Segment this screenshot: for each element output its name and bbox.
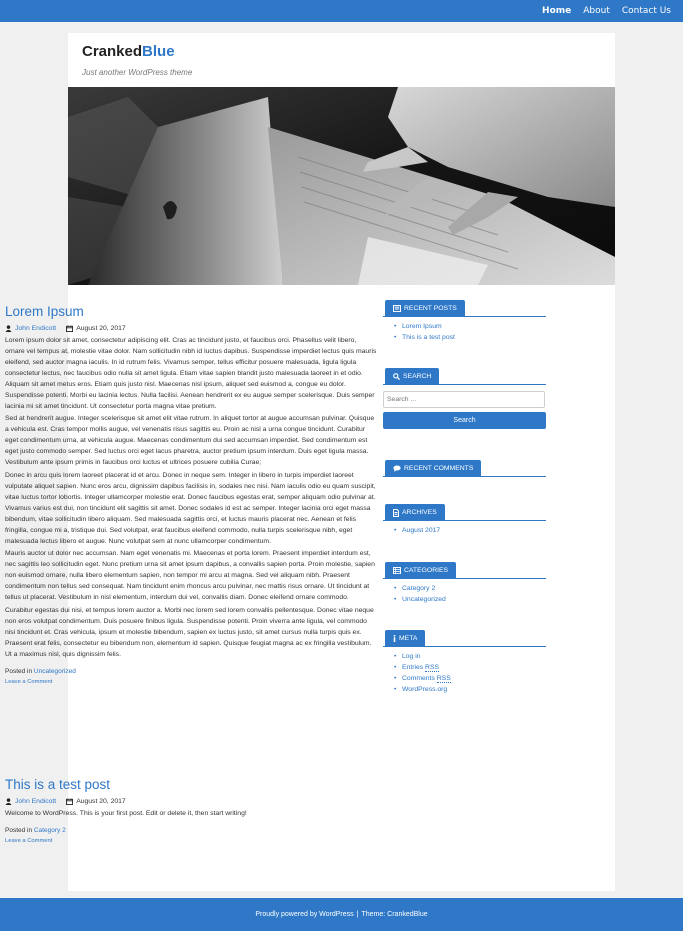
post-content xyxy=(5,335,377,660)
widget-title xyxy=(385,504,445,521)
widget-header xyxy=(383,630,546,647)
entries-rss-link[interactable] xyxy=(394,662,546,673)
post-category-link[interactable]: Uncategorized xyxy=(33,667,76,675)
site-tagline: Just another WordPress theme xyxy=(82,68,193,77)
widget-title xyxy=(385,562,456,579)
widget-title xyxy=(385,460,481,477)
search-icon xyxy=(393,373,400,380)
search-input[interactable] xyxy=(383,391,545,408)
widget-title-text: RECENT COMMENTS xyxy=(404,465,474,472)
footer-theme-credit: Theme: CrankedBlue xyxy=(361,911,428,918)
site-title-part1: Cranked xyxy=(82,43,143,60)
categories-list xyxy=(383,583,546,605)
post-author-link[interactable]: John Endicott xyxy=(15,797,57,805)
widget-title xyxy=(385,300,465,317)
widget-header xyxy=(383,460,546,477)
post-lorem-ipsum xyxy=(5,304,377,687)
list-item[interactable]: • Uncategorized xyxy=(394,594,546,605)
nav-home-link[interactable]: Home xyxy=(542,6,572,16)
widget-title-text: META xyxy=(399,635,418,642)
post-title[interactable]: Lorem Ipsum xyxy=(5,304,84,319)
rss-abbr: RSS xyxy=(436,675,451,682)
meta-list xyxy=(383,651,546,695)
list-item[interactable]: • August 2017 xyxy=(394,525,546,536)
widget-header xyxy=(383,300,546,317)
list-item[interactable]: • This is a test post xyxy=(394,332,546,343)
widget-title-text: SEARCH xyxy=(403,373,432,380)
widget-meta xyxy=(383,630,546,695)
wordpress-org-link[interactable]: • WordPress.org xyxy=(394,684,546,695)
post-paragraph: Lorem ipsum dolor sit amet, consectetur adipiscing elit. Cras ac tincidunt justo, et faucibus orci. Phasellus velit libero, ornare vel tempus at, molestie vitae dolor. Nam sollicitudin nibh id luctus dapibus. Suspendisse imperdiet lectus quis mauris eleifend, sed auctor magna iaculis. In id rutrum felis. Vivamus semper, tellus efficitur posuere malesuada, ligula ligula consectetur lectus, nec faucibus odio nulla sit amet ligula. Etiam vitae sapien blandit justo malesuada laoreet in et odio. Aliquam sit amet metus eros. Etiam quis justo nisl. Maecenas nisl ipsum, aliquet sed euismod a, congue eu dolor. Suspendisse potenti. Morbi eu lacinia lectus. Nulla facilisi. Aenean hendrerit ex eu augue semper scelerisque. Duis semper lacinia mi sit amet tincidunt. Ut consectetur porta magna vitae pretium. xyxy=(5,336,377,410)
info-icon xyxy=(393,635,396,642)
post-date: August 20, 2017 xyxy=(76,797,126,805)
post-title[interactable]: This is a test post xyxy=(5,777,111,792)
post-paragraph: Curabitur egestas dui nisi, et tempus lorem auctor a. Morbi nec lorem sed lorem convallis pellentesque. Donec vitae neque non eros volutpat condimentum. Duis posuere finibus ligula. Suspendisse potenti. Proin viverra ante ligula, vel commodo nisi tincidunt et. Cras vehicula, ipsum et molestie bibendum, sapien ex luctus justo, sit amet cursus nulla turpis quis ex. Praesent erat felis, consectetur eu bibendum non, elementum id sapien. Quisque feugiat magna ac ex fringilla vestibulum. Ut a maximus nisl, quis dignissim felis. xyxy=(5,606,374,658)
rss-abbr: RSS xyxy=(425,664,440,671)
newspaper-icon xyxy=(393,305,401,312)
laptop-photo-image xyxy=(68,87,615,285)
leave-comment-link[interactable]: Leave a Comment xyxy=(5,678,53,685)
user-icon xyxy=(5,325,12,332)
widget-archives xyxy=(383,504,546,536)
widget-header xyxy=(383,504,546,521)
post-meta xyxy=(5,796,377,806)
entries-rss-label: Entries xyxy=(402,664,426,671)
post-paragraph: Mauris auctor ut dolor nec accumsan. Nam eget venenatis mi. Maecenas et porta lorem. Praesent imperdiet interdum est, nec sagittis leo sollicitudin eget. Nunc pretium urna sit amet ipsum dapibus, a convallis sapien porta. Proin molestie, sapien non euismod ornare, nulla libero elementum sapien, non tempor mi arcu at magna. Sed vel aliquam nibh. Praesent condimentum non tellus sed consequat. Nam tincidunt enim rhoncus arcu pulvinar, nec mattis risus ornare. Ut tincidunt at tellus ut placerat. Vestibulum in nisl elementum, interdum dui vel, convallis diam. Donec eleifend ornare commodo. xyxy=(5,550,375,601)
widget-search xyxy=(383,368,546,429)
widget-title xyxy=(385,368,439,385)
site-title-part2: Blue xyxy=(142,43,175,60)
widget-header xyxy=(383,562,546,579)
post-meta xyxy=(5,323,377,333)
search-button[interactable]: Search xyxy=(383,412,546,429)
site-footer xyxy=(0,898,683,931)
post-author-link[interactable]: John Endicott xyxy=(15,324,57,332)
widget-header xyxy=(383,368,546,385)
widget-categories xyxy=(383,562,546,605)
footer-separator: | xyxy=(356,911,359,918)
comment-icon xyxy=(393,465,401,472)
widget-title-text: CATEGORIES xyxy=(404,567,449,574)
recent-posts-list xyxy=(383,321,546,343)
post-date: August 20, 2017 xyxy=(76,324,126,332)
post-category-link[interactable]: Category 2 xyxy=(33,826,66,834)
site-title[interactable] xyxy=(82,43,175,60)
archives-list xyxy=(383,525,546,536)
comments-rss-link[interactable] xyxy=(394,673,546,684)
widget-title-text: RECENT POSTS xyxy=(404,305,457,312)
posted-in-label: Posted in xyxy=(5,826,33,834)
leave-comment-link[interactable]: Leave a Comment xyxy=(5,837,53,844)
nav-about-link[interactable]: About xyxy=(583,6,610,16)
list-item[interactable]: • Lorem Ipsum xyxy=(394,321,546,332)
post-paragraph: Donec in arcu quis lorem laoreet placerat id et arcu. Donec in neque sem. Integer in libero in turpis imperdiet laoreet vulputate aliquet sapien. Nunc eros arcu, dignissim dapibus facilisis in, sodales nec nisi. Nam iaculis odio eu quam suscipit, vitae luctus tortor lobortis. Integer ullamcorper molestie erat. Donec faucibus egestas erat, semper aliquam odio pulvinar at. Vivamus varius est dui, non tincidunt elit sagittis sit amet. Donec sodales id est ac semper. Integer lacinia orci eget massa bibendum, vitae sollicitudin libero aliquam. Sed malesuada sagittis orci, et luctus mauris placerat nec. Aenean et felis fringilla, congue mi a, tristique dui. Sed volutpat, erat faucibus eleifend commodo, nulla turpis scelerisque nibh, eget malesuada lectus libero et augue. Nunc volutpat sem at nunc ullamcorper condimentum. xyxy=(5,471,376,545)
widget-title-text: ARCHIVES xyxy=(402,509,437,516)
calendar-icon xyxy=(66,325,73,332)
calendar-icon xyxy=(66,798,73,805)
post-content xyxy=(5,808,377,819)
powered-by-wordpress-link[interactable]: Proudly powered by WordPress xyxy=(255,911,354,918)
post-paragraph: Welcome to WordPress. This is your first post. Edit or delete it, then start writing! xyxy=(5,809,247,817)
nav-contact-link[interactable]: Contact Us xyxy=(621,6,671,16)
widget-recent-comments xyxy=(383,460,546,477)
list-icon xyxy=(393,567,401,574)
comments-rss-label: Comments xyxy=(402,675,437,682)
post-footer xyxy=(5,826,377,846)
post-test-post xyxy=(5,777,377,846)
top-nav-menu xyxy=(542,0,671,22)
user-icon xyxy=(5,798,12,805)
widget-title xyxy=(385,630,425,647)
file-icon xyxy=(393,509,399,517)
posted-in-label: Posted in xyxy=(5,667,33,675)
header-image xyxy=(68,87,615,285)
login-link[interactable]: • Log in xyxy=(394,651,546,662)
top-navigation-bar xyxy=(0,0,683,22)
post-paragraph: Sed at hendrerit augue. Integer scelerisque sit amet elit vitae rutrum. In aliquet tortor at augue accumsan pulvinar. Quisque a vehicula est. Cras tempor mollis augue, vel venenatis risus sagittis eu. Proin ac nisl a urna congue tincidunt. Curabitur eget condimentum urna, at vehicula augue. Maecenas condimentum dui sed accumsan imperdiet. Sed condimentum est eget justo commodo semper. Sed luctus orci eget lacus pharetra, auctor pretium ipsum interdum. Duis eget ligula massa. Vestibulum ante ipsum primis in faucibus orci luctus et ultrices posuere cubilia Curae; xyxy=(5,415,375,466)
list-item[interactable]: • Category 2 xyxy=(394,583,546,594)
post-footer xyxy=(5,667,377,687)
widget-recent-posts xyxy=(383,300,546,343)
